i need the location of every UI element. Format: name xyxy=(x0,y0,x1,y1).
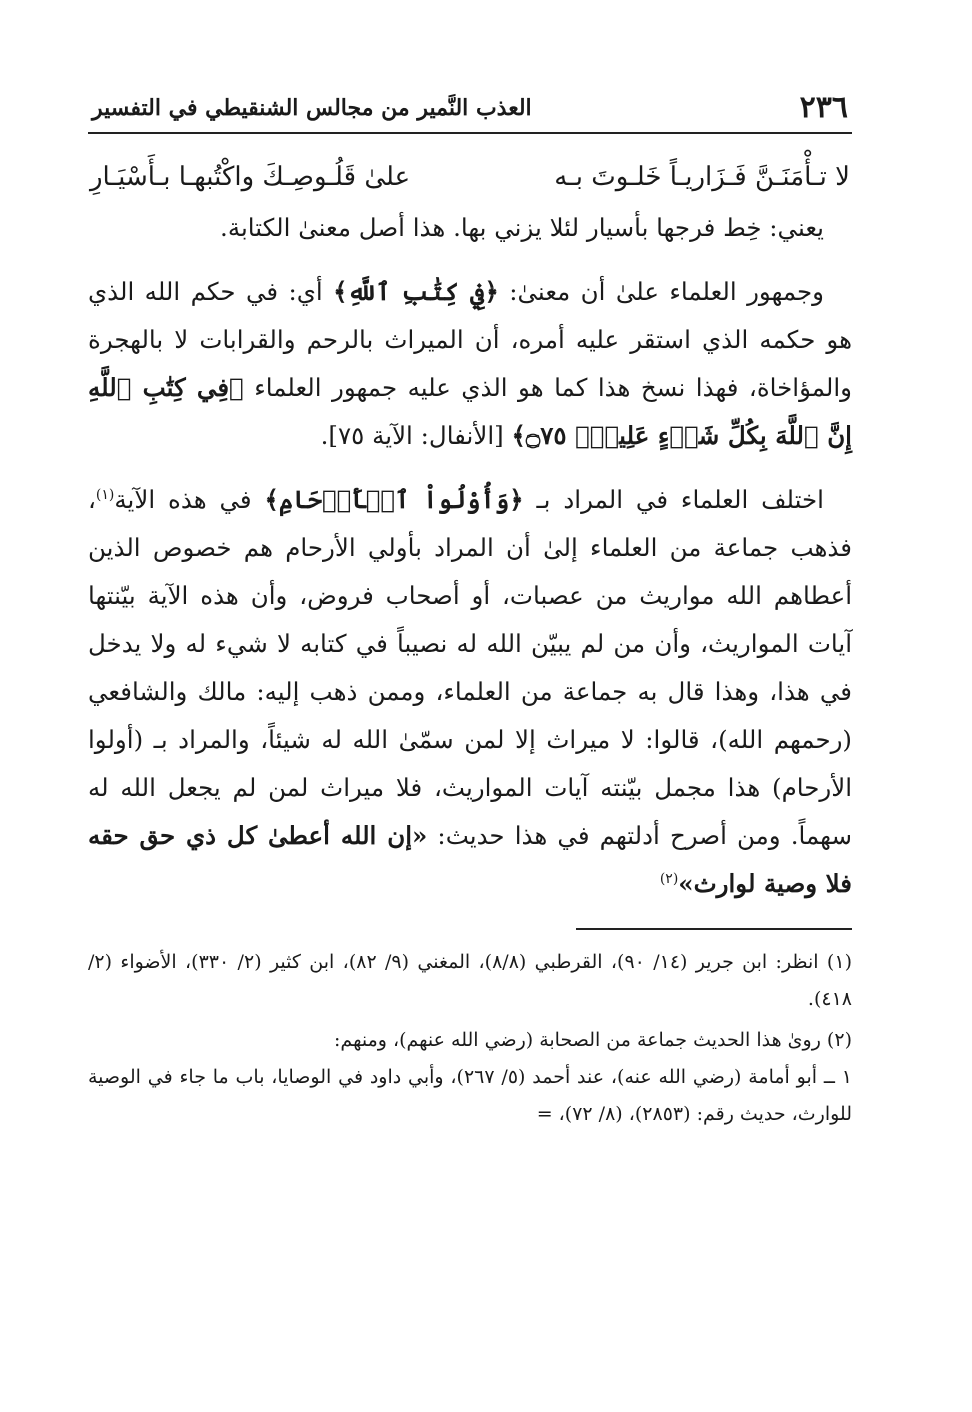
page-header xyxy=(88,80,852,134)
quran-quote-3: ﴿وَأُوْلُواْ ٱلۡأَرۡحَامِ﴾ xyxy=(264,485,524,514)
paragraph-2-text-c: [الأنفال: الآية ٧٥]. xyxy=(320,421,512,450)
footnote-1: (١) انظر: ابن جرير (١٤/ ٩٠)، القرطبي (٨/٨)، المغني (٩/ ٨٢)، ابن كثير (٢/ ٣٣٠)، الأضواء (٢/ ٤١٨). xyxy=(88,951,852,1010)
main-text xyxy=(88,150,852,908)
footnotes xyxy=(88,944,852,1133)
page-number: ٢٣٦ xyxy=(799,90,848,125)
paragraph-3-text-c: ، فذهب جماعة من العلماء إلىٰ أن المراد بأولي الأرحام هم خصوص الذين أعطاهم الله مواريث من عصبات، أو أصحاب فروض، وأن هذه الآية بيّنتها آيات المواريث، وأن من لم يبيّن الله له نصيباً في كتابه لا شيء له ولا يدخل في هذا، وهذا قال به جماعة من العلماء، وممن ذهب إليه: مالك والشافعي (رحمهم الله)، قالوا: لا ميراث إلا لمن سمّىٰ الله له شيئاً، والمراد بـ (أولوا الأرحام) هذا مجمل بيّنته آيات المواريث، فلا ميراث لمن لم يجعل الله له سهماً. ومن أصرح أدلتهم في هذا حديث: xyxy=(88,485,852,850)
hadith-quote: «إن الله أعطىٰ كل ذي حق حقه فلا وصية لوارث» xyxy=(88,821,852,898)
paragraph-3-text-a: اختلف العلماء في المراد بـ xyxy=(523,485,824,514)
poetry-verse xyxy=(88,150,852,204)
paragraph-3 xyxy=(88,476,852,908)
paragraph-2-text-a: وجمهور العلماء علىٰ أن معنىٰ: xyxy=(498,277,824,306)
verse-first-hemistich: لا تـأْمَنَـنَّ فَـزَاريـاً خَلـوتَ بـه xyxy=(554,162,850,192)
footnote-2-item-1: ١ ــ أبو أمامة (رضي الله عنه)، عند أحمد (٥/ ٢٦٧)، وأبي داود في الوصايا، باب ما جاء في الوصية للوارث، حديث رقم: (٢٨٥٣)، (٨/ ٧٢)، = xyxy=(88,1066,852,1125)
footnote-2: (٢) رویٰ هذا الحديث جماعة من الصحابة (رضي الله عنهم)، ومنهم: xyxy=(334,1029,852,1051)
footnote-ref-2[interactable]: (٢) xyxy=(659,870,679,887)
running-title: العذب النَّمير من مجالس الشنقيطي في التفسير xyxy=(92,95,532,121)
footnote-ref-1[interactable]: (١) xyxy=(95,486,115,503)
footnote-separator xyxy=(576,928,852,930)
quran-quote-1: ﴿فِي كِتَٰبِ ٱللَّهِ﴾ xyxy=(333,277,499,306)
verse-second-hemistich: علىٰ قَلُـوصِـكَ واكْتُبهـا بـأَسْيَـارِ xyxy=(90,162,411,192)
paragraph-3-text-b: في هذه الآية xyxy=(114,485,265,514)
quran-quote-2: ﴿فِي كِتَٰبِ ٱللَّهِ إِنَّ ٱللَّهَ بِكُلِّ شَيۡءٍ عَلِيمُۢ ۝٧٥﴾ xyxy=(88,373,852,450)
paragraph-1: يعني: خِط فرجها بأسيار لئلا يزني بها. هذا أصل معنىٰ الكتابة. xyxy=(220,213,824,242)
paragraph-2 xyxy=(88,268,852,460)
page xyxy=(88,80,852,1133)
paragraph-2-text-b: أي: في حكم الله الذي هو حكمه الذي استقر عليه أمره، أن الميراث بالرحم والقرابات لا بالهجرة والمؤاخاة، فهذا نسخ هذا كما هو الذي عليه جمهور العلماء xyxy=(88,277,853,402)
